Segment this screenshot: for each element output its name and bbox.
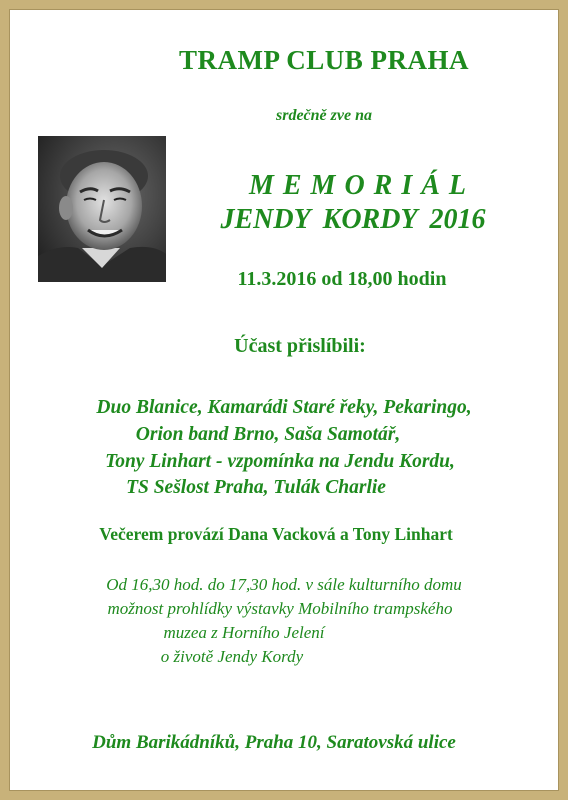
performers-line: Duo Blanice, Kamarádi Staré řeky, Pekaringo, <box>96 397 472 418</box>
venue-address: Dům Barikádníků, Praha 10, Saratovská ulice <box>92 732 456 753</box>
portrait-image <box>38 136 166 282</box>
invite-text: srdečně zve na <box>276 107 372 124</box>
info-line: Od 16,30 hod. do 17,30 hod. v sále kulturního domu <box>106 575 462 594</box>
info-line: muzea z Horního Jelení <box>163 623 325 642</box>
info-line: možnost prohlídky výstavky Mobilního trampského <box>107 599 453 618</box>
promised-heading: Účast přislíbili: <box>234 335 366 357</box>
club-title: TRAMP CLUB PRAHA <box>179 45 469 75</box>
memorial-title-line2: JENDY KORDY 2016 <box>220 204 486 235</box>
memorial-title-line1: MEMORIÁL <box>248 170 476 201</box>
performers-line: TS Sešlost Praha, Tulák Charlie <box>126 477 386 498</box>
performers-line: Orion band Brno, Saša Samotář, <box>135 424 401 445</box>
event-date: 11.3.2016 od 18,00 hodin <box>237 268 447 290</box>
info-line: o životě Jendy Kordy <box>160 647 304 666</box>
host-text: Večerem provází Dana Vacková a Tony Linhart <box>99 524 453 544</box>
performers-line: Tony Linhart - vzpomínka na Jendu Kordu, <box>105 451 455 472</box>
portrait-photo <box>38 136 166 282</box>
